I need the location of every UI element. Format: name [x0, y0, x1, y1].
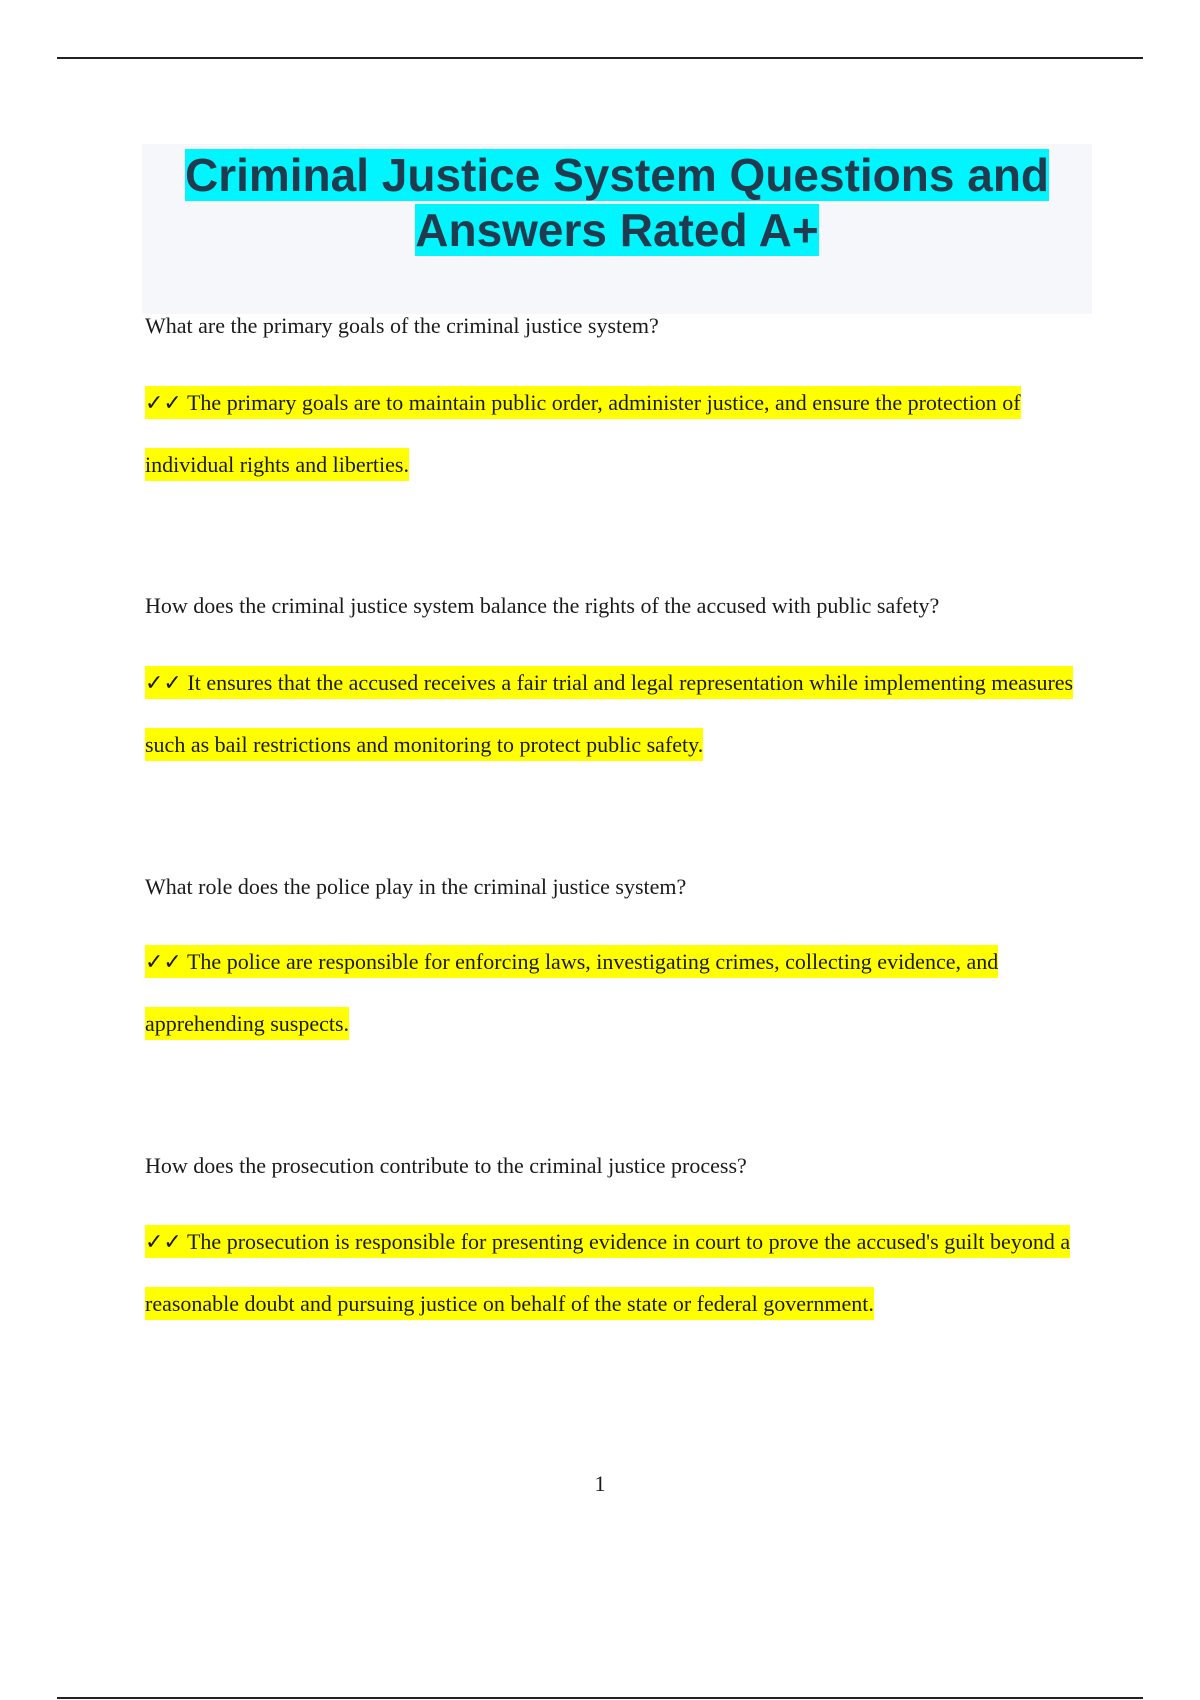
question-4: How does the prosecution contribute to the criminal justice process?: [145, 1153, 747, 1178]
answer-1-highlight: [145, 386, 1021, 481]
document-title-text: Criminal Justice System Questions and Answers Rated A+: [184, 149, 1050, 256]
bottom-rule: [57, 1697, 1143, 1699]
answer-4-text: The prosecution is responsible for presenting evidence in court to prove the accused's guilt beyond a reasonable doubt and pursuing justice on behalf of the state or federal government.: [145, 1229, 1071, 1316]
answer-4: [145, 1211, 1085, 1334]
top-rule: [57, 57, 1143, 59]
question-1: What are the primary goals of the criminal justice system?: [145, 313, 659, 338]
answer-2-text: It ensures that the accused receives a fair trial and legal representation while implementing measures such as bail restrictions and monitoring to protect public safety.: [145, 670, 1074, 757]
answer-2-highlight: [145, 666, 1073, 761]
answer-1: [145, 372, 1085, 495]
answer-3: [145, 931, 1085, 1054]
check-icon: ✓✓: [145, 950, 182, 975]
answer-3-text: The police are responsible for enforcing laws, investigating crimes, collecting evidence, and apprehending suspects.: [145, 949, 999, 1036]
answer-4-highlight: [145, 1225, 1070, 1320]
title-block: [142, 144, 1092, 314]
page-number: 1: [594, 1471, 606, 1496]
check-icon: ✓✓: [145, 1230, 182, 1255]
document-title: [142, 144, 1092, 258]
question-3: What role does the police play in the criminal justice system?: [145, 874, 687, 899]
answer-2: [145, 652, 1085, 775]
check-icon: ✓✓: [145, 671, 182, 696]
check-icon: ✓✓: [145, 391, 182, 416]
question-2: How does the criminal justice system balance the rights of the accused with public safety?: [145, 593, 940, 618]
answer-3-highlight: [145, 945, 998, 1040]
answer-1-text: The primary goals are to maintain public order, administer justice, and ensure the protection of individual rights and liberties.: [145, 390, 1021, 477]
